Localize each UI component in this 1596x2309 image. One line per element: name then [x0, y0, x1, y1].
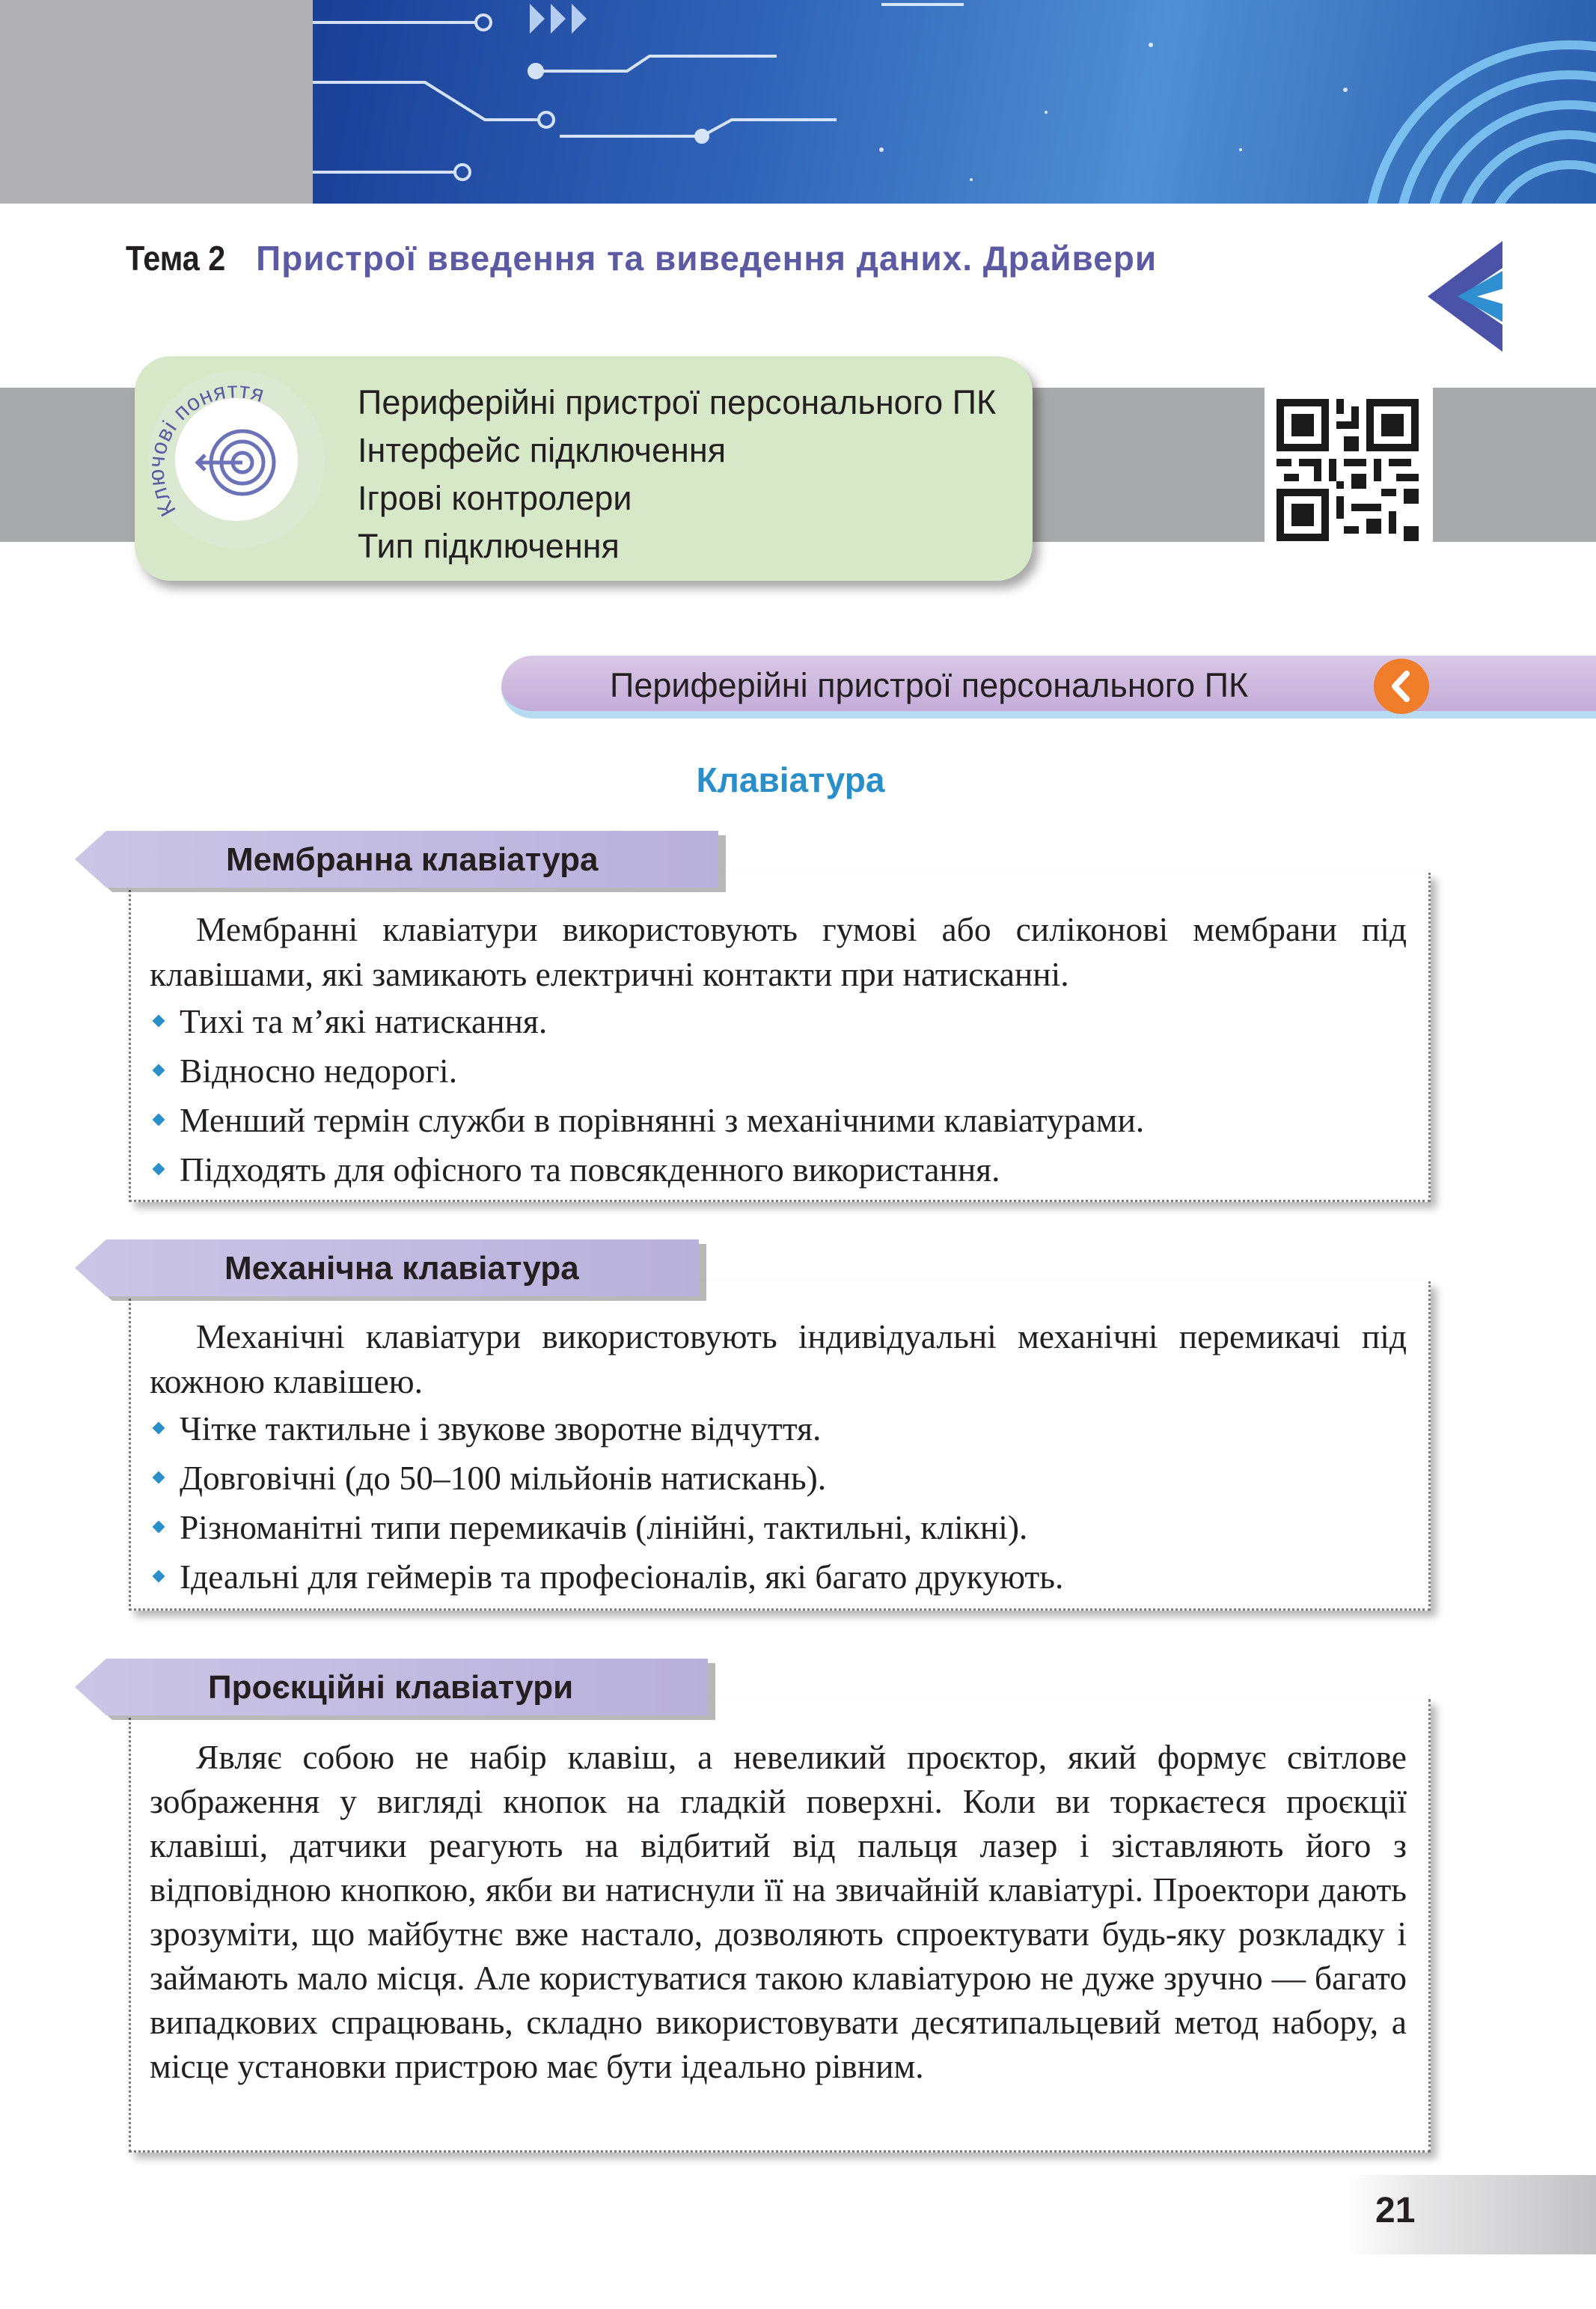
card-body [150, 1735, 1407, 2088]
key-concepts-list [358, 379, 996, 570]
card-title: Механічна клавіатура [224, 1250, 579, 1287]
list-item-text: Довговічні (до 50–100 мільйонів натискань). [180, 1459, 827, 1497]
list-item-text: Відносно недорогі. [180, 1052, 458, 1090]
card-paragraph: Механічні клавіатури використовують індивідуальні механічні перемикачі під кожною клавішею. [150, 1317, 1407, 1400]
list-item [150, 1552, 1407, 1602]
header-gray-block [0, 0, 313, 204]
list-item-text: Підходять для офісного та повсякденного використання. [180, 1150, 1000, 1189]
key-concept-item: Тип підключення [358, 527, 620, 565]
list-item [150, 1096, 1407, 1145]
subheading-keyboard: Клавіатура [696, 760, 885, 799]
chevron-logo-icon [1428, 241, 1510, 352]
list-item [150, 1503, 1407, 1552]
key-concepts-badge-label: Кл чові поняття [147, 378, 268, 521]
list-item [150, 1454, 1407, 1503]
card-body [150, 1314, 1407, 1602]
list-item [150, 997, 1407, 1046]
circuit-illustration [313, 0, 1596, 204]
diamond-bullet-icon [153, 1114, 165, 1126]
card-title: Мембранна клавіатура [226, 841, 599, 878]
diamond-bullet-icon [153, 1521, 165, 1534]
list-item [150, 1404, 1407, 1454]
decor-gray-bar-middle [1025, 388, 1265, 542]
card-title: Проєкційні клавіатури [208, 1669, 574, 1706]
diamond-bullet-icon [153, 1422, 165, 1435]
list-item-text: Менший термін служби в порівнянні з механічними клавіатурами. [180, 1101, 1145, 1139]
key-concepts-badge [147, 370, 326, 549]
list-item-text: Різноманітні типи перемикачів (лінійні, тактильні, клікні). [180, 1508, 1028, 1546]
list-item-text: Ідеальні для геймерів та професіоналів, які багато друкують. [180, 1558, 1064, 1596]
card-paragraph: Являє собою не набір клавіш, а невеликий проєктор, який формує світлове зображення у вигляді кнопок на гладкій поверхні. Коли ви торкаєтеся проєкції клавіші, датчики реагують на відбитий від пальця лазер і зіставляють його з відповідною кнопкою, якби ви натиснули її на звичайній клавіатурі. Проектори дають зрозуміти, що майбутнє вже настало, дозволяють спроектувати будь-яку розкладку і займають мало місця. Але користуватися такою клавіатурою не дуже зручно — багато випадкових спрацювань, складно використовувати десятипальцевий метод набору, а місце установки пристрою має бути ідеально рівним. [150, 1738, 1407, 2085]
topic-title: Пристрої введення та виведення даних. Драйвери [256, 239, 1158, 278]
key-concept-item: Периферійні пристрої персонального ПК [358, 383, 997, 421]
list-item-text: Чітке тактильне і звукове зворотне відчуття. [180, 1409, 822, 1448]
diamond-bullet-icon [153, 1471, 165, 1484]
section-title: Периферійні пристрої персонального ПК [610, 666, 1249, 704]
decor-gray-bar-right [1433, 388, 1596, 542]
list-item [150, 1046, 1407, 1096]
list-item [150, 1145, 1407, 1195]
key-concept-item: Ігрові контролери [358, 479, 632, 517]
key-concept-item: Інтерфейс підключення [358, 431, 727, 469]
card-body [150, 907, 1407, 1195]
diamond-bullet-icon [153, 1163, 165, 1176]
topic-heading [126, 238, 1157, 278]
card-paragraph: Мембранні клавіатури використовують гумові або силіконові мембрани під клавішами, які замикають електричні контакти при натисканні. [150, 910, 1407, 993]
back-arrow-icon[interactable] [1374, 659, 1429, 714]
list-item-text: Тихі та м’які натискання. [180, 1002, 548, 1040]
diamond-bullet-icon [153, 1015, 165, 1028]
diamond-bullet-icon [153, 1570, 165, 1583]
page-number: 21 [1375, 2191, 1416, 2230]
header-banner-image [313, 0, 1596, 204]
diamond-bullet-icon [153, 1064, 165, 1077]
qr-code[interactable] [1277, 399, 1419, 541]
topic-number: Тема 2 [126, 239, 226, 278]
